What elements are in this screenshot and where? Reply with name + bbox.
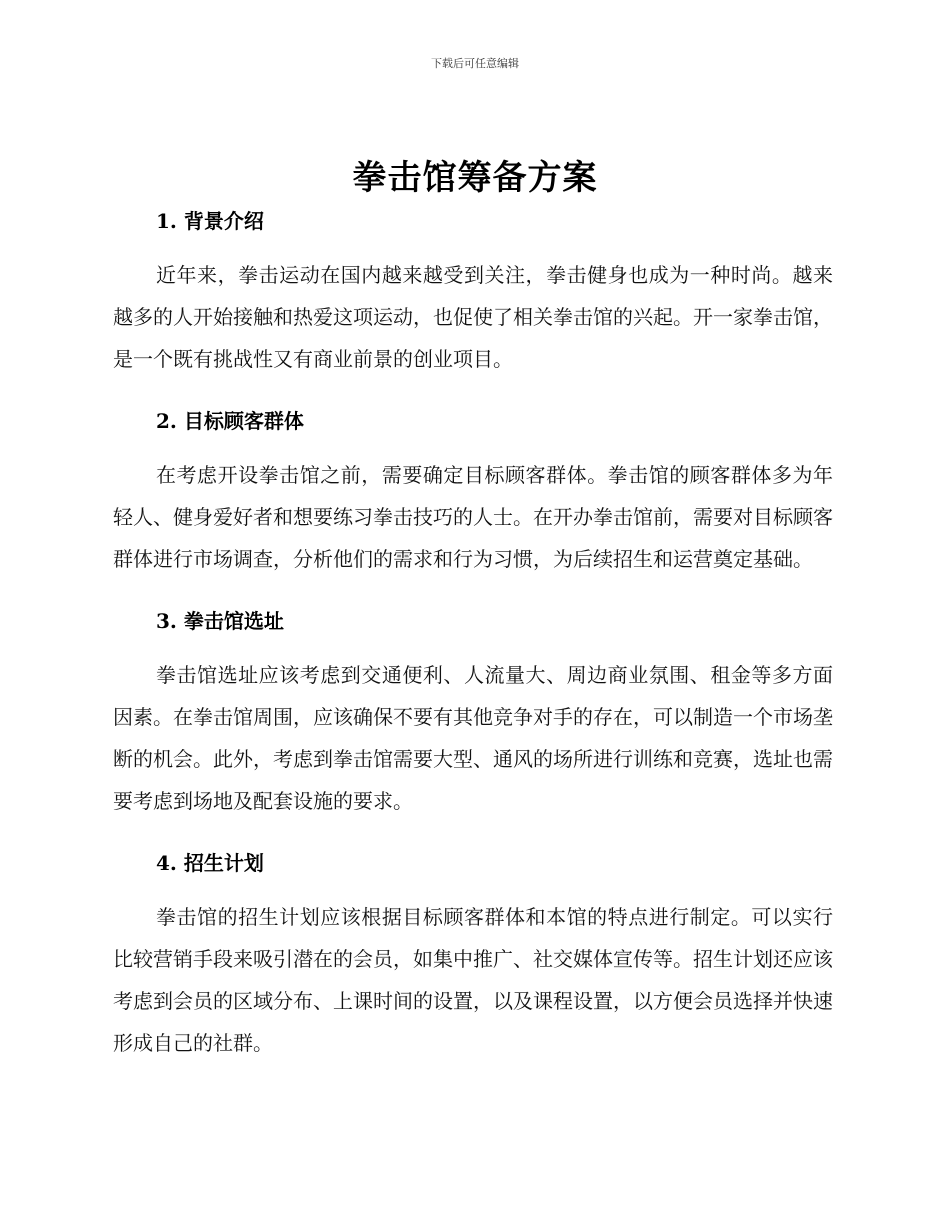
section-target-customers [113, 400, 833, 580]
section-paragraph: 在考虑开设拳击馆之前，需要确定目标顾客群体。拳击馆的顾客群体多为年轻人、健身爱好者和想要练习拳击技巧的人士。在开办拳击馆前，需要对目标顾客群体进行市场调查，分析他们的需求和行为习惯，为后续招生和运营奠定基础。 [113, 463, 833, 571]
section-paragraph: 拳击馆的招生计划应该根据目标顾客群体和本馆的特点进行制定。可以实行比较营销手段来吸引潜在的会员，如集中推广、社交媒体宣传等。招生计划还应该考虑到会员的区域分布、上课时间的设置，以及课程设置，以方便会员选择并快速形成自己的社群。 [113, 905, 833, 1055]
document-body [113, 200, 833, 1084]
section-background [113, 200, 833, 380]
section-heading [156, 600, 833, 642]
section-number: 3. [156, 609, 177, 633]
section-heading-text: 背景介绍 [183, 209, 264, 233]
section-number: 4. [156, 851, 177, 875]
section-number: 1. [156, 209, 177, 233]
header-note: 下载后可任意编辑 [431, 57, 519, 70]
section-heading [156, 200, 833, 242]
section-paragraph: 拳击馆选址应该考虑到交通便利、人流量大、周边商业氛围、租金等多方面因素。在拳击馆周围，应该确保不要有其他竞争对手的存在，可以制造一个市场垄断的机会。此外，考虑到拳击馆需要大型、通风的场所进行训练和竞赛，选址也需要考虑到场地及配套设施的要求。 [113, 663, 833, 813]
section-heading-text: 拳击馆选址 [183, 609, 284, 633]
section-heading-text: 目标顾客群体 [183, 409, 304, 433]
section-paragraph: 近年来，拳击运动在国内越来越受到关注，拳击健身也成为一种时尚。越来越多的人开始接触和热爱这项运动，也促使了相关拳击馆的兴起。开一家拳击馆，是一个既有挑战性又有商业前景的创业项目。 [113, 263, 833, 371]
section-number: 2. [156, 409, 177, 433]
section-heading-text: 招生计划 [183, 851, 264, 875]
section-heading [156, 842, 833, 884]
section-heading [156, 400, 833, 442]
section-site-selection [113, 600, 833, 822]
section-enrollment-plan [113, 842, 833, 1064]
page-title: 拳击馆筹备方案 [352, 158, 598, 198]
